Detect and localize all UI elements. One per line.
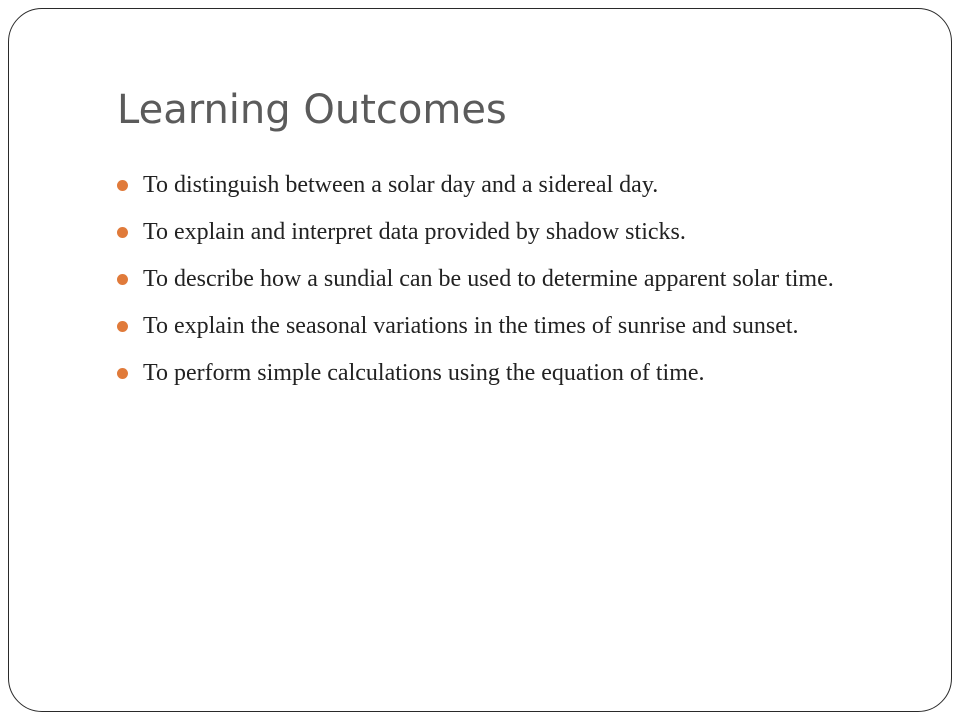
learning-outcomes-list [115, 169, 915, 404]
list-item-text: To distinguish between a solar day and a sidereal day. [143, 172, 659, 198]
list-item [115, 216, 915, 249]
list-item [115, 310, 915, 343]
slide-frame [8, 8, 952, 712]
list-item-text: To explain and interpret data provided by shadow sticks. [143, 219, 686, 245]
list-item [115, 169, 915, 202]
list-item [115, 357, 915, 390]
slide-title: Learning Outcomes [117, 87, 507, 133]
bullet-dot-icon [117, 274, 128, 285]
list-item-text: To perform simple calculations using the equation of time. [143, 360, 705, 386]
list-item [115, 263, 915, 296]
bullet-dot-icon [117, 180, 128, 191]
list-item-text: To explain the seasonal variations in the times of sunrise and sunset. [143, 313, 799, 339]
bullet-dot-icon [117, 368, 128, 379]
list-item-text: To describe how a sundial can be used to determine apparent solar time. [143, 266, 834, 292]
bullet-dot-icon [117, 321, 128, 332]
bullet-dot-icon [117, 227, 128, 238]
